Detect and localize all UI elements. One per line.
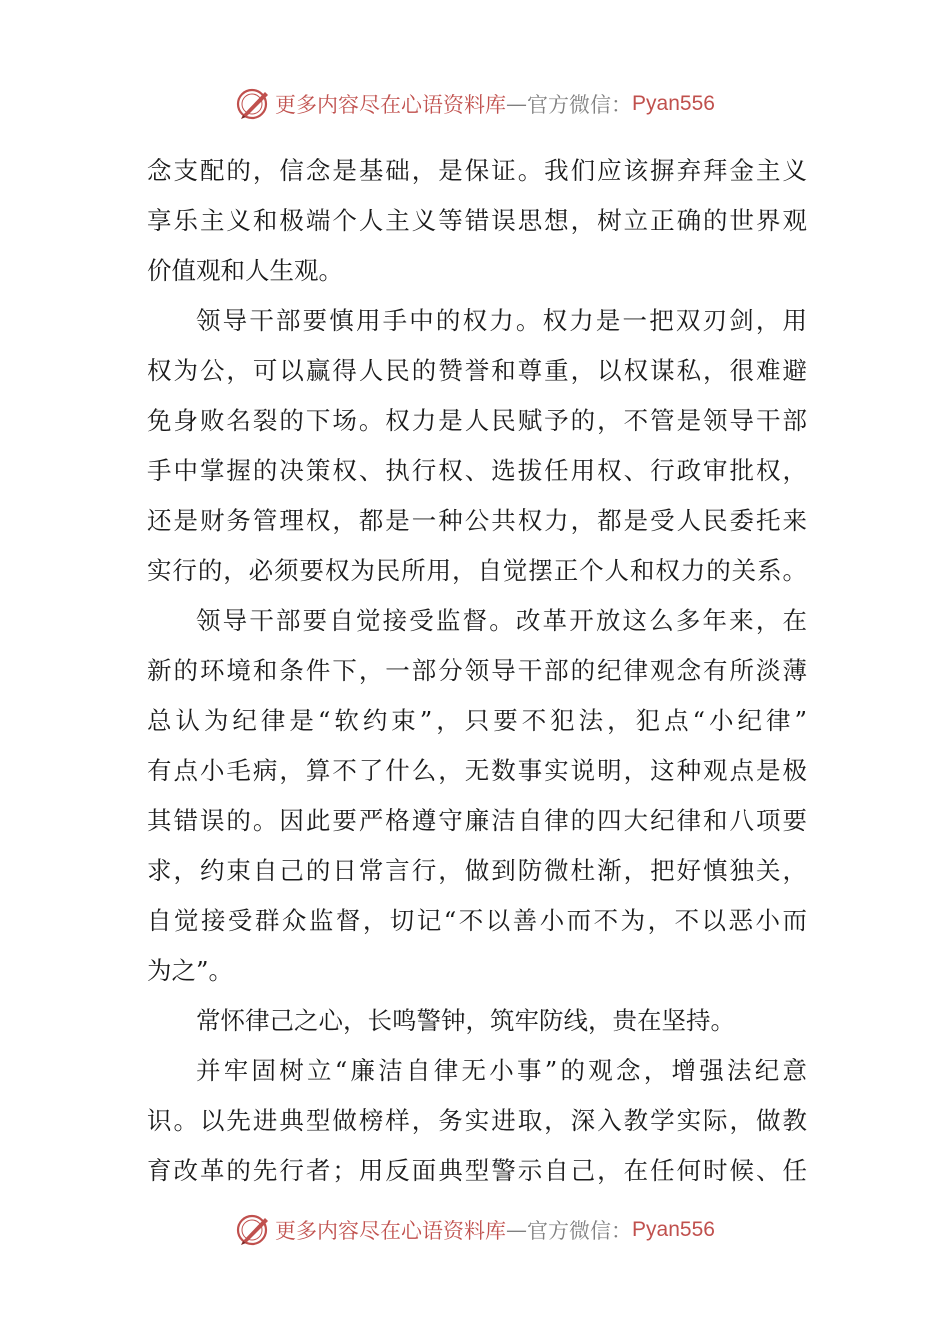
- text-line: 还是财务管理权，都是一种公共权力，都是受人民委托来: [147, 506, 807, 535]
- pen-logo-icon: [235, 1212, 271, 1248]
- text-line: 新的环境和条件下，一部分领导干部的纪律观念有所淡薄: [147, 656, 807, 685]
- text-line: 实行的，必须要权为民所用，自觉摆正个人和权力的关系。: [147, 556, 807, 585]
- header-banner: [0, 84, 950, 124]
- text-line: 领导干部要自觉接受监督。改革开放这么多年来，在: [196, 606, 807, 635]
- footer-banner: [0, 1210, 950, 1250]
- text-line: 免身败名裂的下场。权力是人民赋予的，不管是领导干部: [147, 406, 807, 435]
- text-line: 权为公，可以赢得人民的赞誉和尊重，以权谋私，很难避: [147, 356, 807, 385]
- header-official-text: 官方微信：: [527, 93, 633, 117]
- footer-brand-text: 更多内容尽在心语资料库: [275, 1219, 507, 1243]
- text-line: 求，约束自己的日常言行，做到防微杜渐，把好慎独关，: [147, 856, 807, 885]
- text-line: 常怀律己之心，长鸣警钟，筑牢防线，贵在坚持。: [196, 1006, 735, 1035]
- header-wechat-id: Pyan556: [632, 92, 715, 115]
- pen-logo-icon: [235, 86, 271, 122]
- text-line: 领导干部要慎用手中的权力。权力是一把双刃剑，用: [196, 306, 807, 335]
- footer-wechat-id: Pyan556: [632, 1218, 715, 1241]
- document-body: [147, 146, 807, 1196]
- text-line: 享乐主义和极端个人主义等错误思想，树立正确的世界观: [147, 206, 807, 235]
- text-line: 并牢固树立“廉洁自律无小事”的观念，增强法纪意: [196, 1056, 807, 1085]
- text-line: 念支配的，信念是基础，是保证。我们应该摒弃拜金主义: [147, 156, 807, 185]
- text-line: 有点小毛病，算不了什么，无数事实说明，这种观点是极: [147, 756, 807, 785]
- footer-official-text: 官方微信：: [527, 1219, 633, 1243]
- header-dash: —: [506, 92, 528, 116]
- text-line: 手中掌握的决策权、执行权、选拔任用权、行政审批权，: [147, 456, 807, 485]
- footer-dash: —: [506, 1218, 528, 1242]
- text-line: 自觉接受群众监督，切记“不以善小而不为，不以恶小而: [147, 906, 807, 935]
- header-brand-text: 更多内容尽在心语资料库: [275, 93, 507, 117]
- text-line: 育改革的先行者；用反面典型警示自己，在任何时候、任: [147, 1156, 807, 1185]
- text-line: 价值观和人生观。: [147, 256, 343, 285]
- text-line: 总认为纪律是“软约束”，只要不犯法，犯点“小纪律”: [147, 706, 807, 735]
- text-line: 识。以先进典型做榜样，务实进取，深入教学实际，做教: [147, 1106, 807, 1135]
- text-line: 为之”。: [147, 956, 234, 985]
- text-line: 其错误的。因此要严格遵守廉洁自律的四大纪律和八项要: [147, 806, 807, 835]
